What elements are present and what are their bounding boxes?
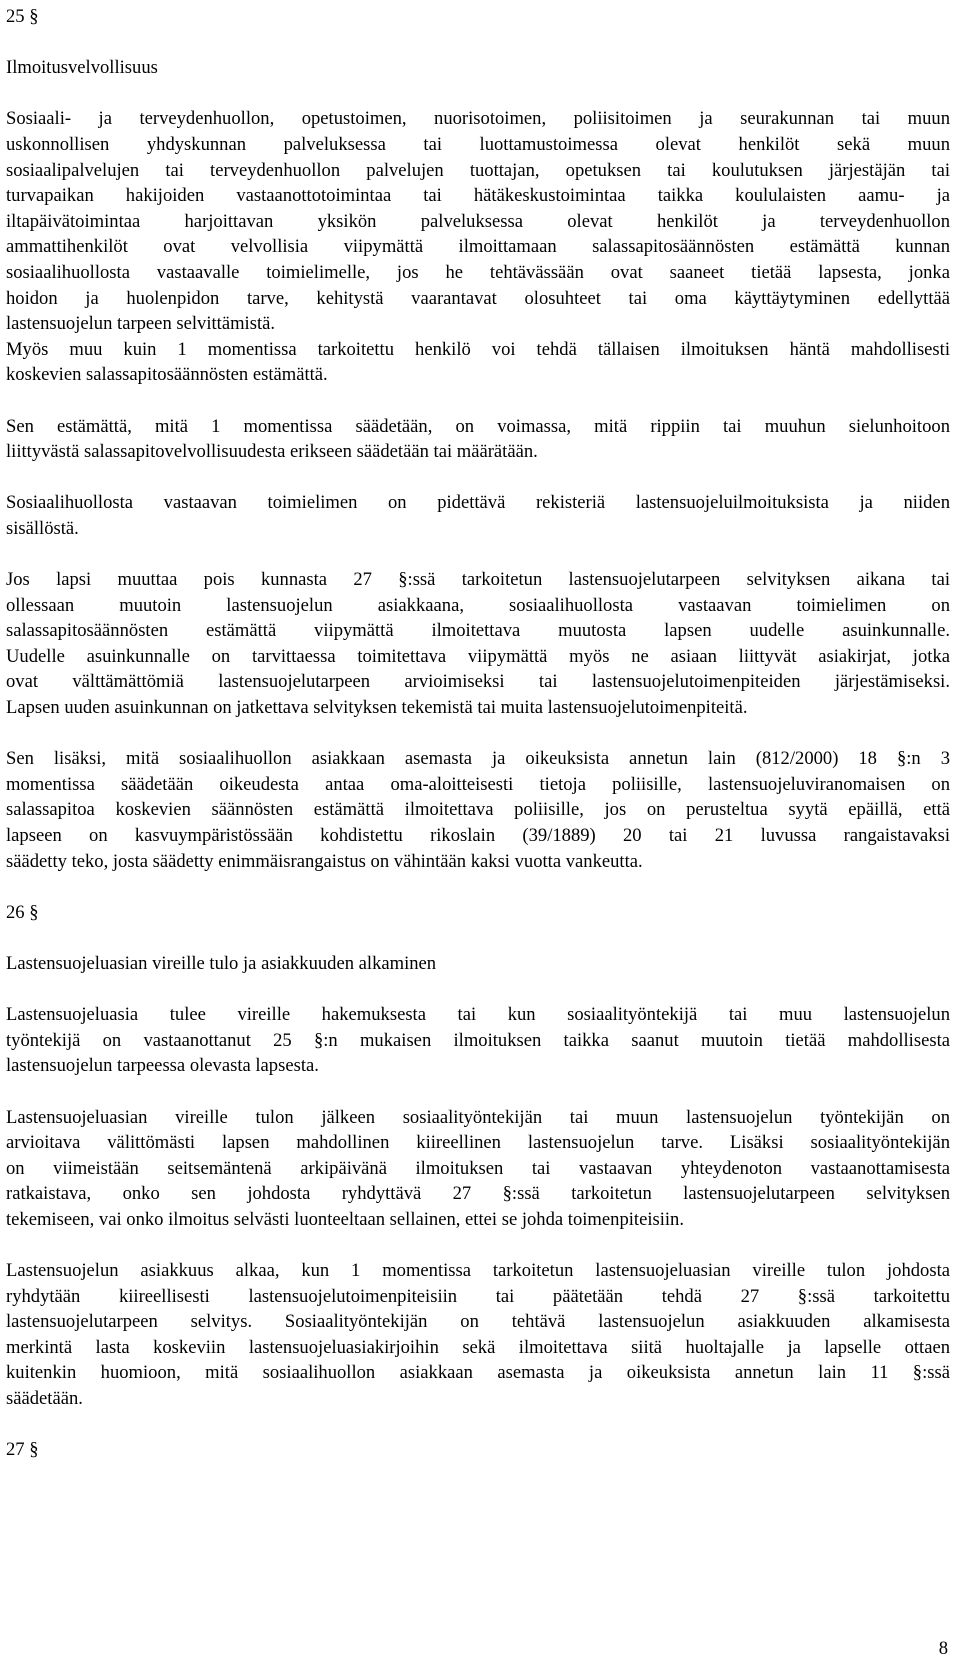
text-line: sisällöstä. — [6, 517, 79, 539]
text-line: säädetty teko, josta säädetty enimmäisrangaistus on vähintään kaksi vuotta vankeutta. — [6, 850, 643, 872]
text-line: Lapsen uuden asuinkunnan on jatkettava selvityksen tekemistä tai muita lastensuojelutoimenpiteitä. — [6, 697, 748, 719]
text-line: Lastensuojeluasia tulee vireille hakemuksesta tai kun sosiaalityöntekijä tai muu lastensuojelun — [6, 1004, 950, 1026]
text-line: lastensuojelutarpeen selvitys. Sosiaalityöntekijän on tehtävä lastensuojelun asiakkuuden alkamisesta — [6, 1311, 950, 1333]
text-line: lapseen on kasvuympäristössään kohdistettu rikoslain (39/1889) 20 tai 21 luvussa rangaistavaksi — [6, 825, 950, 846]
text-line: tekemiseen, vai onko ilmoitus selvästi luonteeltaan sellainen, ettei se johda toimenpiteisiin. — [6, 1208, 684, 1230]
text-line: hoidon ja huolenpidon tarve, kehitystä vaarantavat olosuhteet tai oma käyttäytyminen edellyttää — [6, 287, 950, 309]
text-line: lastensuojelun tarpeessa olevasta lapsesta. — [6, 1055, 319, 1077]
text-line: momentissa säädetään oikeudesta antaa oma-aloitteisesti tietoja poliisille, lastensuojeluviranomaisen on — [6, 773, 950, 795]
text-line: ratkaistava, onko sen johdosta ryhdyttävä 27 §:ssä tarkoitetun lastensuojelutarpeen selvityksen — [6, 1183, 950, 1205]
text-line: Sen estämättä, mitä 1 momentissa säädetään, on voimassa, mitä rippiin tai muuhun sielunhoitoon — [6, 415, 950, 437]
page-number: 8 — [938, 1638, 948, 1659]
text-line: uskonnollisen yhdyskunnan palveluksessa tai luottamustoimessa olevat henkilöt sekä muun — [6, 133, 950, 155]
paragraph — [6, 414, 950, 465]
paragraph — [6, 106, 950, 336]
document-page — [6, 0, 950, 1488]
text-line: Sosiaalihuollosta vastaavan toimielimen on pidettävä rekisteriä lastensuojeluilmoituksista ja niiden — [6, 492, 950, 514]
text-line: arvioitava välittömästi lapsen mahdollinen kiireellinen lastensuojelun tarve. Lisäksi sosiaalityöntekijän — [6, 1132, 950, 1154]
text-line: sosiaalihuollosta vastaavalle toimielimelle, jos he tehtävässään ovat saaneet tietää lapsesta, jonka — [6, 261, 950, 283]
text-line: kuitenkin huomioon, mitä sosiaalihuollon asiakkaan asemasta ja oikeuksista annetun lain 11 §:ssä — [6, 1362, 950, 1384]
text-line: merkintä lasta koskeviin lastensuojeluasiakirjoihin sekä ilmoitettava siitä huoltajalle ja lapselle ottaen — [6, 1336, 950, 1358]
text-line: Lastensuojelun asiakkuus alkaa, kun 1 momentissa tarkoitetun lastensuojeluasian vireille tulon johdosta — [6, 1260, 950, 1282]
text-line: salassapitoa koskevien säännösten estämättä ilmoitettava poliisille, jos on perusteltua syytä epäillä, että — [6, 799, 950, 821]
text-line: työntekijä on vastaanottanut 25 §:n mukaisen ilmoituksen taikka saanut muutoin tietää mahdollisesta — [6, 1029, 950, 1051]
text-line: ollessaan muutoin lastensuojelun asiakkaana, sosiaalihuollosta vastaavan toimielimen on — [6, 594, 950, 616]
section-number: 27 § — [6, 1439, 39, 1461]
text-line: Sen lisäksi, mitä sosiaalihuollon asiakkaan asemasta ja oikeuksista annetun lain (812/2000) 18 §:n 3 — [6, 748, 950, 770]
section-title: Ilmoitusvelvollisuus — [6, 57, 158, 79]
text-line: ammattihenkilöt ovat velvollisia viipymättä ilmoittamaan salassapitosäännösten estämättä kunnan — [6, 236, 950, 258]
text-line: lastensuojelun tarpeen selvittämistä. — [6, 313, 276, 335]
section-number: 26 § — [6, 901, 39, 923]
text-line: Jos lapsi muuttaa pois kunnasta 27 §:ssä tarkoitetun lastensuojelutarpeen selvityksen aikana tai — [6, 569, 950, 591]
paragraph — [6, 490, 950, 541]
paragraph — [6, 1258, 950, 1412]
text-line: liittyvästä salassapitovelvollisuudesta erikseen säädetään tai määrätään. — [6, 441, 538, 463]
text-line: sosiaalipalvelujen tai terveydenhuollon palvelujen tuottajan, opetuksen tai koulutuksen järjestäjän tai — [6, 159, 950, 181]
text-line: iltapäivätoimintaa harjoittavan yksikön palveluksessa olevat henkilöt ja terveydenhuollon — [6, 210, 950, 232]
text-line: säädetään. — [6, 1388, 83, 1410]
text-line: koskevien salassapitosäännösten estämättä. — [6, 364, 328, 386]
text-line: turvapaikan hakijoiden vastaanottotoimintaa tai hätäkeskustoimintaa taikka koululaisten aamu- ja — [6, 185, 950, 207]
paragraph — [6, 1002, 950, 1079]
section-number: 25 § — [6, 6, 39, 27]
paragraph — [6, 337, 950, 388]
section-title: Lastensuojeluasian vireille tulo ja asiakkuuden alkaminen — [6, 952, 437, 974]
paragraph — [6, 1105, 950, 1233]
text-line: Sosiaali- ja terveydenhuollon, opetustoimen, nuorisotoimen, poliisitoimen ja seurakunnan tai muun — [6, 108, 950, 130]
paragraph — [6, 746, 950, 874]
document-body — [6, 4, 950, 1488]
text-line: salassapitosäännösten estämättä viipymättä ilmoitettava muutosta lapsen uudelle asuinkunnalle. — [6, 620, 950, 642]
text-line: ryhdytään kiireellisesti lastensuojelutoimenpiteisiin tai päätetään tehdä 27 §:ssä tarkoitettu — [6, 1285, 950, 1307]
text-line: Lastensuojeluasian vireille tulon jälkeen sosiaalityöntekijän tai muun lastensuojelun työntekijän on — [6, 1106, 950, 1128]
text-line: Myös muu kuin 1 momentissa tarkoitettu henkilö voi tehdä tällaisen ilmoituksen häntä mahdollisesti — [6, 338, 950, 360]
text-line: ovat välttämättömiä lastensuojelutarpeen arvioimiseksi tai lastensuojelutoimenpiteiden järjestämiseksi. — [6, 671, 950, 693]
paragraph — [6, 567, 950, 721]
text-line: on viimeistään seitsemäntenä arkipäivänä ilmoituksen tai vastaavan yhteydenoton vastaanottamisesta — [6, 1157, 950, 1179]
text-line: Uudelle asuinkunnalle on tarvittaessa toimitettava viipymättä myös ne asiaan liittyvät asiakirjat, jotka — [6, 645, 950, 667]
